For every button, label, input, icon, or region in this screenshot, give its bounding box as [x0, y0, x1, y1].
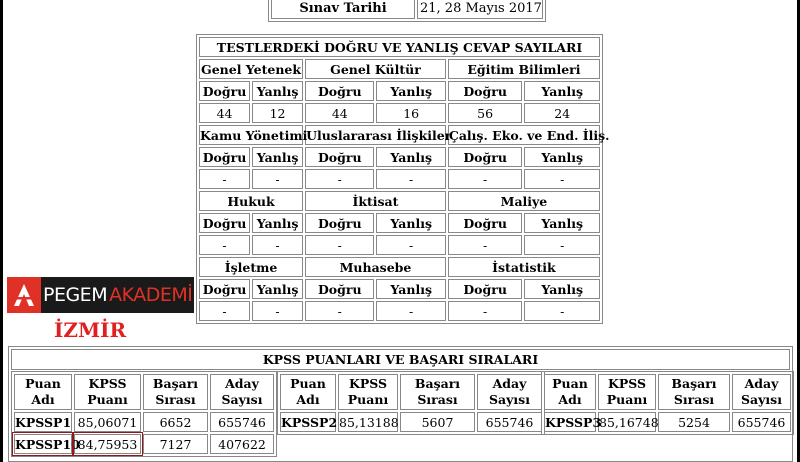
kpss-score: 85,06071: [74, 412, 141, 432]
kpss-score: 85,13188: [338, 412, 398, 432]
kpss-score-table: [11, 371, 277, 457]
subject-name: İstatistik: [448, 257, 600, 277]
correct-count: -: [448, 235, 523, 255]
wrong-header: Yanlış: [524, 213, 600, 233]
wrong-header: Yanlış: [252, 81, 303, 101]
count-header: Aday Sayısı: [477, 374, 542, 410]
candidate-count: 655746: [210, 412, 274, 432]
correct-header: Doğru: [305, 279, 374, 299]
subject-name: Muhasebe: [305, 257, 446, 277]
success-rank: 7127: [143, 434, 208, 454]
wrong-count: -: [252, 301, 303, 321]
subject-name: İşletme: [199, 257, 303, 277]
subject-name: Genel Kültür: [305, 59, 446, 79]
candidate-count: 655746: [477, 412, 542, 432]
subject-name: Kamu Yönetimi: [199, 125, 303, 145]
correct-header: Doğru: [448, 213, 523, 233]
name-header: Puan Adı: [14, 374, 72, 410]
name-header: Puan Adı: [280, 374, 336, 410]
wrong-count: 24: [524, 103, 600, 123]
wrong-count: -: [524, 169, 600, 189]
count-header: Aday Sayısı: [732, 374, 791, 410]
subject-name: Genel Yetenek: [199, 59, 303, 79]
logo-a-mark-icon: [7, 277, 41, 313]
wrong-header: Yanlış: [376, 147, 445, 167]
correct-header: Doğru: [199, 81, 250, 101]
correct-header: Doğru: [305, 81, 374, 101]
correct-count: -: [448, 169, 523, 189]
count-header: Aday Sayısı: [210, 374, 274, 410]
wrong-header: Yanlış: [252, 279, 303, 299]
correct-header: Doğru: [448, 147, 523, 167]
left-frame-border: [0, 0, 3, 462]
city-label: İZMİR: [54, 318, 127, 342]
wrong-header: Yanlış: [376, 81, 445, 101]
wrong-count: -: [376, 235, 445, 255]
score-type-name: KPSSP10: [14, 434, 72, 454]
wrong-count: -: [376, 169, 445, 189]
wrong-header: Yanlış: [524, 279, 600, 299]
score-header: KPSS Puanı: [338, 374, 398, 410]
candidate-count: 407622: [210, 434, 274, 454]
candidate-count: 655746: [732, 412, 791, 432]
subject-name: Maliye: [448, 191, 600, 211]
correct-count: -: [305, 301, 374, 321]
wrong-count: -: [524, 235, 600, 255]
success-rank: 5254: [658, 412, 730, 432]
correct-count: 44: [305, 103, 374, 123]
kpss-score-table: [541, 371, 794, 435]
correct-count: 56: [448, 103, 523, 123]
subject-name: Çalış. Eko. ve End. İliş.: [448, 125, 600, 145]
correct-header: Doğru: [448, 279, 523, 299]
tests-title: TESTLERDEKİ DOĞRU VE YANLIŞ CEVAP SAYILARI: [199, 37, 600, 57]
correct-count: 44: [199, 103, 250, 123]
wrong-header: Yanlış: [376, 279, 445, 299]
correct-count: -: [199, 235, 250, 255]
rank-header: Başarı Sırası: [143, 374, 208, 410]
wrong-count: -: [252, 235, 303, 255]
wrong-count: -: [252, 169, 303, 189]
subject-name: İktisat: [305, 191, 446, 211]
score-type-name: KPSSP2: [280, 412, 336, 432]
rank-header: Başarı Sırası: [400, 374, 475, 410]
kpss-score: 84,75953: [74, 434, 141, 454]
wrong-count: -: [376, 301, 445, 321]
correct-count: -: [305, 235, 374, 255]
correct-count: -: [199, 301, 250, 321]
success-rank: 6652: [143, 412, 208, 432]
correct-count: -: [448, 301, 523, 321]
kpss-score: 85,16748: [598, 412, 656, 432]
score-header: KPSS Puanı: [74, 374, 141, 410]
wrong-count: -: [524, 301, 600, 321]
exam-date-value: 21, 28 Mayıs 2017: [417, 0, 543, 19]
wrong-header: Yanlış: [524, 147, 600, 167]
kpss-score-table: [277, 371, 545, 435]
score-type-name: KPSSP1: [14, 412, 72, 432]
pegem-akademi-logo: [7, 277, 194, 313]
test-results-table: [196, 34, 610, 324]
exam-date-table: [268, 0, 546, 22]
correct-count: -: [199, 169, 250, 189]
wrong-header: Yanlış: [252, 147, 303, 167]
correct-header: Doğru: [199, 213, 250, 233]
wrong-header: Yanlış: [524, 81, 600, 101]
wrong-count: 12: [252, 103, 303, 123]
exam-date-label: Sınav Tarihi: [271, 0, 415, 19]
logo-word-akademi: AKADEMİ: [109, 284, 193, 306]
name-header: Puan Adı: [544, 374, 596, 410]
logo-word-pegem: PEGEM: [43, 284, 108, 306]
correct-header: Doğru: [305, 213, 374, 233]
wrong-header: Yanlış: [252, 213, 303, 233]
correct-count: -: [305, 169, 374, 189]
wrong-count: 16: [376, 103, 445, 123]
correct-header: Doğru: [305, 147, 374, 167]
wrong-header: Yanlış: [376, 213, 445, 233]
score-header: KPSS Puanı: [598, 374, 656, 410]
correct-header: Doğru: [199, 147, 250, 167]
subject-name: Hukuk: [199, 191, 303, 211]
kpss-title: KPSS PUANLARI VE BAŞARI SIRALARI: [11, 349, 790, 370]
subject-name: Eğitim Bilimleri: [448, 59, 600, 79]
correct-header: Doğru: [448, 81, 523, 101]
success-rank: 5607: [400, 412, 475, 432]
rank-header: Başarı Sırası: [658, 374, 730, 410]
score-type-name: KPSSP3: [544, 412, 596, 432]
kpss-scores-section: [8, 346, 793, 462]
subject-name: Uluslararası İlişkiler: [305, 125, 446, 145]
correct-header: Doğru: [199, 279, 250, 299]
